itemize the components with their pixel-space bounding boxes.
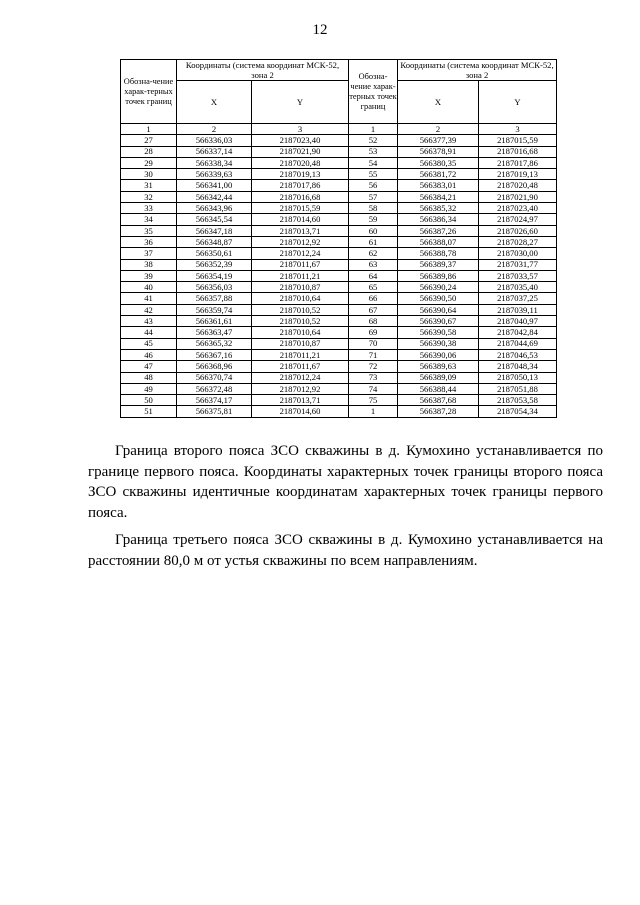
table-row (121, 304, 557, 315)
table-cell: 50 (121, 395, 177, 406)
table-cell: 566388,78 (398, 248, 479, 259)
table-row (121, 395, 557, 406)
paragraph-second-zone: Граница второго пояса ЗСО скважины в д. Кумохино устанавливается по границе первого пояса. Координаты характерных точек границы второго пояса ЗСО скважины идентичные координатам характерных точек границы первого пояса. (88, 443, 603, 521)
table-cell: 2187011,67 (252, 361, 349, 372)
table-cell: 2187011,21 (252, 270, 349, 281)
table-cell: 566390,67 (398, 316, 479, 327)
table-cell: 566384,21 (398, 191, 479, 202)
table-cell: 566383,01 (398, 180, 479, 191)
table-cell: 2187019,13 (479, 169, 557, 180)
table-cell: 566386,34 (398, 214, 479, 225)
table-cell: 62 (349, 248, 398, 259)
table-cell: 566356,03 (177, 282, 252, 293)
table-cell: 566363,47 (177, 327, 252, 338)
table-row (121, 146, 557, 157)
table-cell: 2187037,25 (479, 293, 557, 304)
table-cell: 29 (121, 157, 177, 168)
table-cell: 55 (349, 169, 398, 180)
table-cell: 566389,63 (398, 361, 479, 372)
table-row (121, 349, 557, 360)
table-row (121, 157, 557, 168)
header-y-right: Y (479, 81, 557, 124)
table-cell: 2187028,27 (479, 236, 557, 247)
table-cell: 31 (121, 180, 177, 191)
table-cell: 2187016,68 (479, 146, 557, 157)
table-cell: 40 (121, 282, 177, 293)
table-row (121, 327, 557, 338)
table-cell: 2187015,59 (479, 135, 557, 146)
table-cell: 566348,87 (177, 236, 252, 247)
column-number: 2 (177, 124, 252, 135)
table-cell: 2187012,24 (252, 248, 349, 259)
table-row (121, 293, 557, 304)
table-cell: 566345,54 (177, 214, 252, 225)
table-cell: 566354,19 (177, 270, 252, 281)
header-designation-right: Обозна-чение харак-терных точек границ (349, 60, 398, 124)
table-header-row (121, 60, 557, 81)
table-cell: 2187054,34 (479, 406, 557, 417)
table-cell: 2187030,00 (479, 248, 557, 259)
table-cell: 27 (121, 135, 177, 146)
table-cell: 2187019,13 (252, 169, 349, 180)
table-row (121, 383, 557, 394)
table-cell: 51 (121, 406, 177, 417)
table-cell: 566387,28 (398, 406, 479, 417)
table-row (121, 203, 557, 214)
table-cell: 42 (121, 304, 177, 315)
table-body (121, 135, 557, 417)
table-row (121, 248, 557, 259)
table-cell: 2187010,52 (252, 316, 349, 327)
table-row (121, 191, 557, 202)
coordinates-table (120, 59, 557, 418)
table-cell: 2187013,71 (252, 225, 349, 236)
table-cell: 2187039,11 (479, 304, 557, 315)
table-cell: 33 (121, 203, 177, 214)
table-cell: 566388,44 (398, 383, 479, 394)
table-row (121, 270, 557, 281)
table-axis-row (121, 81, 557, 124)
table-cell: 2187044,69 (479, 338, 557, 349)
column-number: 3 (252, 124, 349, 135)
table-cell: 48 (121, 372, 177, 383)
table-cell: 2187014,60 (252, 406, 349, 417)
table-cell: 73 (349, 372, 398, 383)
table-cell: 2187021,90 (252, 146, 349, 157)
table-cell: 566338,34 (177, 157, 252, 168)
table-cell: 566336,03 (177, 135, 252, 146)
column-number: 1 (349, 124, 398, 135)
column-number: 1 (121, 124, 177, 135)
table-row (121, 214, 557, 225)
header-designation-left: Обозна-чение харак-терных точек границ (121, 60, 177, 124)
table-cell: 63 (349, 259, 398, 270)
table-cell: 60 (349, 225, 398, 236)
table-row (121, 338, 557, 349)
table-cell: 566357,88 (177, 293, 252, 304)
table-cell: 28 (121, 146, 177, 157)
table-cell: 2187011,67 (252, 259, 349, 270)
table-cell: 2187015,59 (252, 203, 349, 214)
table-cell: 566352,39 (177, 259, 252, 270)
table-cell: 2187033,57 (479, 270, 557, 281)
table-row (121, 316, 557, 327)
table-cell: 47 (121, 361, 177, 372)
table-cell: 566389,37 (398, 259, 479, 270)
table-cell: 44 (121, 327, 177, 338)
table-cell: 34 (121, 214, 177, 225)
table-cell: 566350,61 (177, 248, 252, 259)
table-cell: 566378,91 (398, 146, 479, 157)
table-cell: 56 (349, 180, 398, 191)
table-cell: 2187013,71 (252, 395, 349, 406)
table-cell: 2187035,40 (479, 282, 557, 293)
table-cell: 566381,72 (398, 169, 479, 180)
table-cell: 566390,24 (398, 282, 479, 293)
table-cell: 2187042,84 (479, 327, 557, 338)
table-cell: 2187016,68 (252, 191, 349, 202)
table-cell: 71 (349, 349, 398, 360)
table-cell: 74 (349, 383, 398, 394)
table-row (121, 406, 557, 417)
column-number: 2 (398, 124, 479, 135)
table-cell: 58 (349, 203, 398, 214)
table-cell: 45 (121, 338, 177, 349)
column-number: 3 (479, 124, 557, 135)
table-cell: 566390,50 (398, 293, 479, 304)
table-cell: 2187012,92 (252, 236, 349, 247)
table-cell: 43 (121, 316, 177, 327)
table-cell: 2187010,52 (252, 304, 349, 315)
table-cell: 49 (121, 383, 177, 394)
table-cell: 69 (349, 327, 398, 338)
table-cell: 68 (349, 316, 398, 327)
table-cell: 566390,64 (398, 304, 479, 315)
table-cell: 2187010,87 (252, 338, 349, 349)
table-cell: 2187010,64 (252, 327, 349, 338)
table-cell: 2187023,40 (252, 135, 349, 146)
table-cell: 2187020,48 (252, 157, 349, 168)
table-cell: 566375,81 (177, 406, 252, 417)
table-cell: 1 (349, 406, 398, 417)
table-cell: 566372,48 (177, 383, 252, 394)
table-row (121, 282, 557, 293)
table-cell: 72 (349, 361, 398, 372)
table-cell: 2187014,60 (252, 214, 349, 225)
table-cell: 566385,32 (398, 203, 479, 214)
table-cell: 30 (121, 169, 177, 180)
header-coordinates-left: Координаты (система координат МСК-52, зона 2 (177, 60, 349, 81)
table-cell: 566370,74 (177, 372, 252, 383)
table-cell: 566388,07 (398, 236, 479, 247)
table-cell: 2187048,34 (479, 361, 557, 372)
table-cell: 2187026,60 (479, 225, 557, 236)
header-y-left: Y (252, 81, 349, 124)
table-cell: 54 (349, 157, 398, 168)
table-cell: 41 (121, 293, 177, 304)
header-x-right: X (398, 81, 479, 124)
table-cell: 2187021,90 (479, 191, 557, 202)
table-cell: 2187046,53 (479, 349, 557, 360)
table-cell: 35 (121, 225, 177, 236)
column-numbering-row (121, 124, 557, 135)
table-cell: 566390,38 (398, 338, 479, 349)
table-row (121, 259, 557, 270)
table-cell: 2187050,13 (479, 372, 557, 383)
table-cell: 38 (121, 259, 177, 270)
table-cell: 2187040,97 (479, 316, 557, 327)
header-x-left: X (177, 81, 252, 124)
table-cell: 2187012,92 (252, 383, 349, 394)
table-cell: 566377,39 (398, 135, 479, 146)
table-cell: 566342,44 (177, 191, 252, 202)
table-cell: 57 (349, 191, 398, 202)
header-coordinates-right: Координаты (система координат МСК-52, зона 2 (398, 60, 557, 81)
table-row (121, 225, 557, 236)
table-cell: 2187051,88 (479, 383, 557, 394)
table-cell: 566380,35 (398, 157, 479, 168)
table-cell: 566367,16 (177, 349, 252, 360)
table-cell: 566361,61 (177, 316, 252, 327)
table-cell: 75 (349, 395, 398, 406)
table-cell: 566387,26 (398, 225, 479, 236)
table-cell: 2187023,40 (479, 203, 557, 214)
table-cell: 566389,86 (398, 270, 479, 281)
table-cell: 566389,09 (398, 372, 479, 383)
table-cell: 2187010,64 (252, 293, 349, 304)
table-cell: 566343,96 (177, 203, 252, 214)
table-cell: 566387,68 (398, 395, 479, 406)
table-row (121, 361, 557, 372)
table-cell: 566365,32 (177, 338, 252, 349)
table-row (121, 135, 557, 146)
table-row (121, 236, 557, 247)
table-cell: 64 (349, 270, 398, 281)
table-cell: 37 (121, 248, 177, 259)
table-cell: 61 (349, 236, 398, 247)
table-cell: 2187024,97 (479, 214, 557, 225)
table-cell: 2187017,86 (252, 180, 349, 191)
table-cell: 566339,63 (177, 169, 252, 180)
table-row (121, 169, 557, 180)
table-cell: 566390,06 (398, 349, 479, 360)
table-cell: 566390,58 (398, 327, 479, 338)
table-cell: 53 (349, 146, 398, 157)
table-cell: 2187053,58 (479, 395, 557, 406)
table-cell: 2187031,77 (479, 259, 557, 270)
table-cell: 52 (349, 135, 398, 146)
table-cell: 65 (349, 282, 398, 293)
table-cell: 39 (121, 270, 177, 281)
table-cell: 70 (349, 338, 398, 349)
table-cell: 36 (121, 236, 177, 247)
table-cell: 59 (349, 214, 398, 225)
table-cell: 2187010,87 (252, 282, 349, 293)
table-cell: 2187012,24 (252, 372, 349, 383)
table-cell: 2187011,21 (252, 349, 349, 360)
table-row (121, 372, 557, 383)
table-row (121, 180, 557, 191)
table-cell: 566374,17 (177, 395, 252, 406)
table-cell: 32 (121, 191, 177, 202)
table-cell: 2187017,86 (479, 157, 557, 168)
table-cell: 566341,00 (177, 180, 252, 191)
table-cell: 67 (349, 304, 398, 315)
table-cell: 2187020,48 (479, 180, 557, 191)
table-cell: 566337,14 (177, 146, 252, 157)
page-number: 12 (312, 22, 328, 38)
table-cell: 566368,96 (177, 361, 252, 372)
paragraph-third-zone: Граница третьего пояса ЗСО скважины в д. Кумохино устанавливается на расстоянии 80,0 м от устья скважины по всем направлениям. (88, 532, 603, 569)
table-cell: 566347,18 (177, 225, 252, 236)
table-cell: 566359,74 (177, 304, 252, 315)
table-cell: 66 (349, 293, 398, 304)
table-cell: 46 (121, 349, 177, 360)
